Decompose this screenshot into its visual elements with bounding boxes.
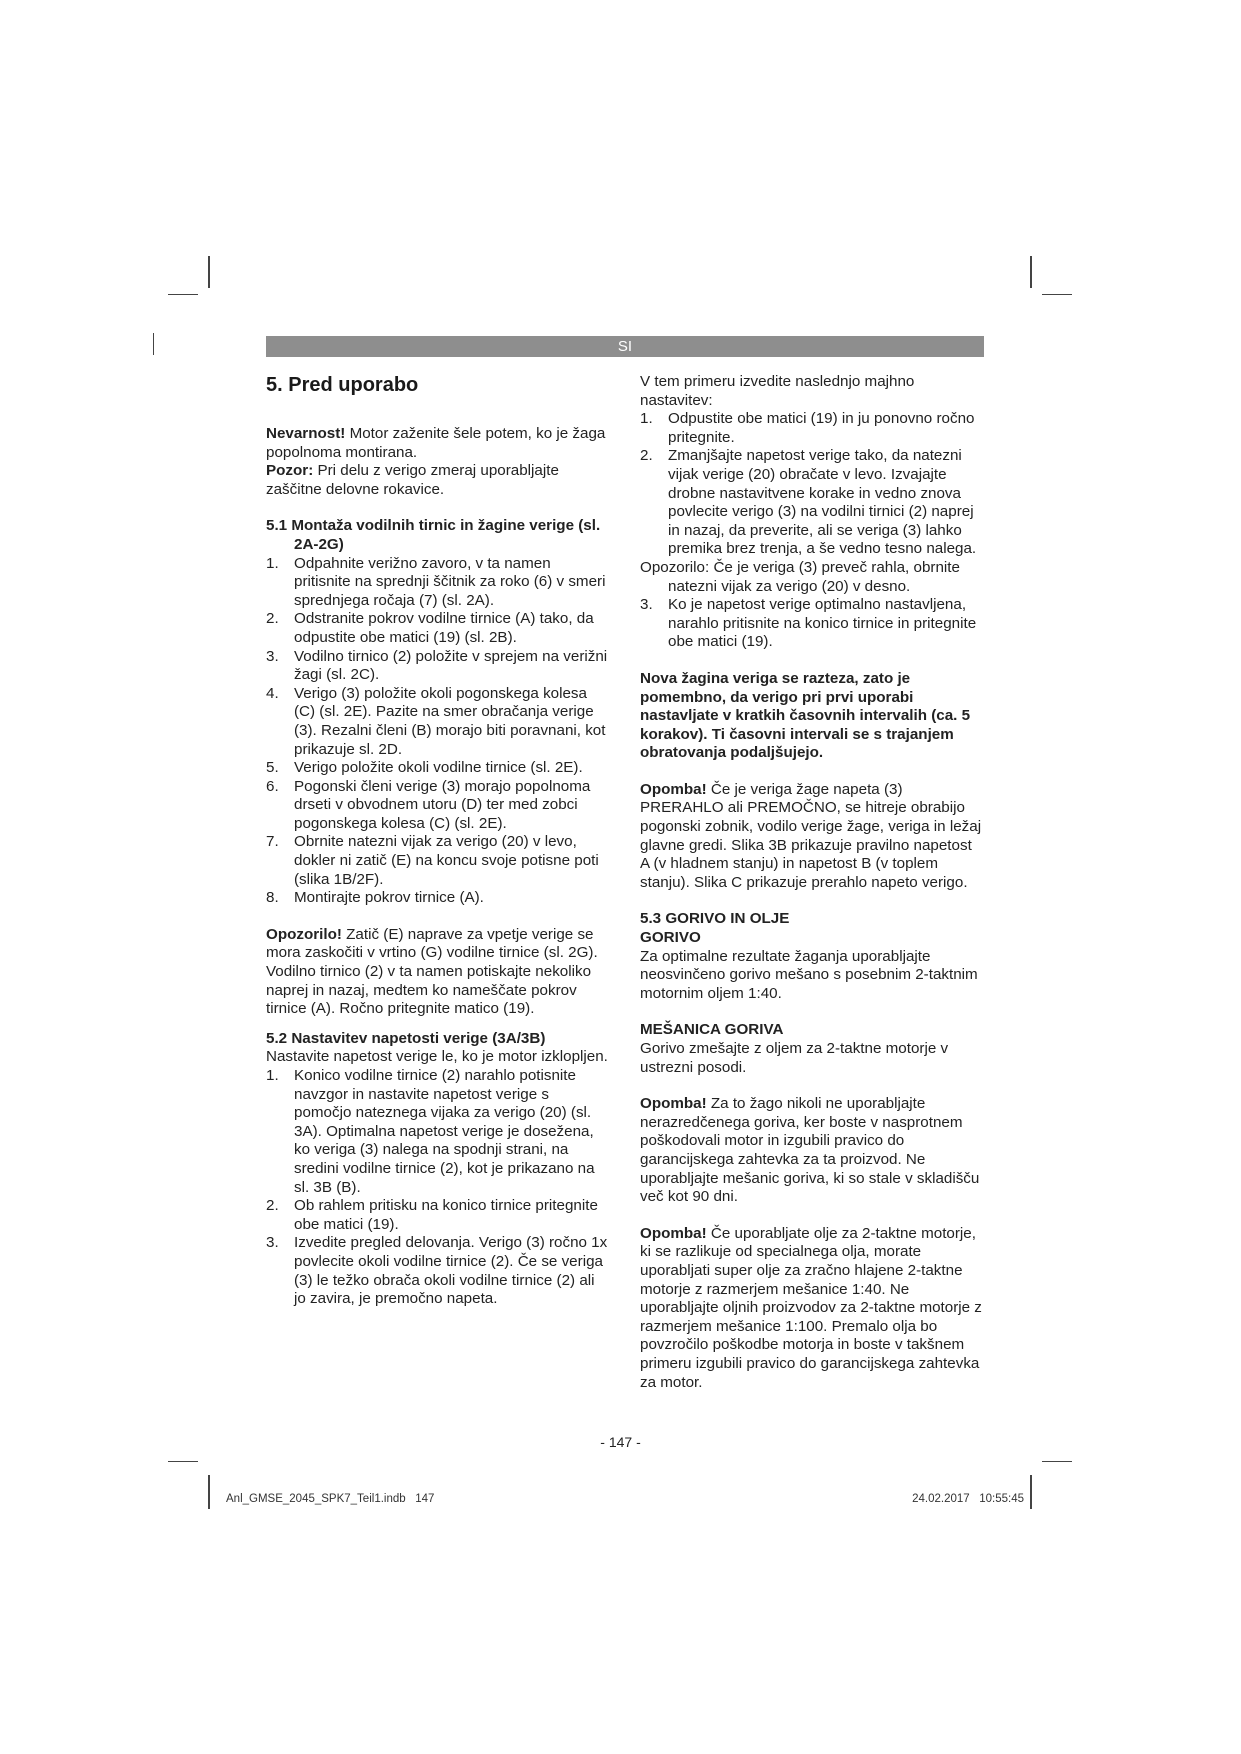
caution-paragraph [266,462,609,499]
caution-label: Pozor: [266,462,314,480]
spacer [640,892,984,910]
footer-datetime: 24.02.2017 10:55:45 [912,1493,1024,1505]
language-label: SI [617,338,633,355]
crop-mark [168,294,198,295]
left-column [266,373,609,1309]
spacer [266,499,609,517]
note-text: Zatič (E) naprave za vpetje verige se mora zaskočiti v vrtino (G) vodilne tirnice (sl. 2G). Vodilno tirnico (2) v ta namen potiskajte nekoliko naprej in nazaj, medtem ko nameščate pokrov tirnice (A). Ročno pritegnite matico (19). [266,925,598,1018]
opomba-label: Opomba! [640,1224,707,1242]
subsection-heading: GORIVO [640,929,701,947]
opomba-paragraph: Opomba! Če je veriga žage napeta (3) PRERAHLO ali PREMOČNO, se hitreje obrabijo pogonski zobnik, vodilo verige žage, veriga in ležaj glavne gredi. Slika 3B prikazuje pravilno napetost A (v hladnem stanju) in napetost B (v toplem stanju). Slika C prikazuje prerahlo napeto verigo. [640,780,982,891]
list-item: 5. Verigo položite okoli vodilne tirnice (sl. 2E). [266,759,583,777]
subsection-heading: MEŠANICA GORIVA [640,1021,784,1039]
section-title: 5. Pred uporabo [266,374,419,396]
crop-mark [1030,256,1032,288]
caution-text: Pri delu z verigo zmeraj uporabljajte zaščitne delovne rokavice. [266,462,559,498]
opomba-paragraph: Opomba! Za to žago nikoli ne uporabljajte nerazredčenega goriva, ker boste v nasprotnem poškodovali motor in izgubili pravico do garancijskega zahtevka za ta proizvod. Ne uporabljajte mešanic goriva, ki so stale v skladišču več kot 90 dni. [640,1095,980,1206]
footer-file: Anl_GMSE_2045_SPK7_Teil1.indb 147 [226,1493,435,1505]
list-item: 4. Verigo (3) položite okoli pogonskega kolesa (C) (sl. 2E). Pazite na smer obračanja verige (3). Rezalni členi (B) morajo biti poravnani, kot prikazuje sl. 2D. [266,684,606,758]
warning-text: Motor zaženite šele potem, ko je žaga popolnoma montirana. [266,425,606,461]
fuel-paragraph: Za optimalne rezultate žaganja uporabljajte neosvinčeno gorivo mešano s posebnim 2-taktnim motornim oljem 1:40. [640,947,978,1002]
spacer [266,908,609,926]
opomba-label: Opomba! [640,780,707,798]
spacer [266,1019,609,1030]
list-item: 1. Odpahnite verižno zavoro, v ta namen pritisnite na sprednji ščitnik za roko (6) v smeri sprednjega ročaja (7) (sl. 2A). [266,554,606,609]
mix-paragraph: Gorivo zmešajte z oljem za 2-taktne motorje v ustrezni posodi. [640,1040,949,1076]
list-item: 2. Odstranite pokrov vodilne tirnice (A) tako, da odpustite obe matici (19) (sl. 2B). [266,610,594,646]
spacer [640,652,984,670]
page-number: - 147 - [600,1434,641,1450]
warning-label: Nevarnost! [266,425,346,442]
bold-note: Nova žagina veriga se razteza, zato je pomembno, da verigo pri prvi uporabi nastavljate v kratkih časovnih intervalih (ca. 5 korakov). Ti časovni intervali se s trajanjem obratovanja podaljšujejo. [640,669,971,762]
crop-mark [168,1461,198,1462]
spacer [640,1207,984,1225]
subsection-heading: 5.3 GORIVO IN OLJE [640,910,790,928]
list-item: 3. Vodilno tirnico (2) položite v sprejem na verižni žagi (sl. 2C). [266,647,608,684]
list-item: 2. Ob rahlem pritisku na konico tirnice pritegnite obe matici (19). [266,1197,598,1233]
note-label: Opozorilo! [266,925,342,943]
list-item: 1. Odpustite obe matici (19) in ju ponovno ročno pritegnite. [640,410,975,446]
language-header-bar [266,336,984,357]
crop-mark [208,1475,210,1509]
list-item: 8. Montirajte pokrov tirnice (A). [266,889,484,907]
numbered-list [266,1067,609,1309]
numbered-list [640,410,984,559]
note-paragraph [266,926,609,1019]
crop-mark [1030,1475,1032,1509]
list-item: 3. Izvedite pregled delovanja. Verigo (3) ročno 1x povlecite okoli vodilne tirnice (2). Če se veriga (3) le težko obrača okoli vodilne tirnice (2) ali jo zavira, je premočno napeta. [266,1234,608,1308]
crop-mark [1042,294,1072,295]
intro-paragraph: Nastavite napetost verige le, ko je motor izklopljen. [266,1048,608,1066]
crop-mark [153,333,154,355]
right-column [640,373,984,1392]
spacer [640,763,984,781]
crop-mark [1042,1461,1072,1462]
numbered-list [266,555,609,908]
list-item: 1. Konico vodilne tirnice (2) narahlo potisnite navzgor in nastavite napetost verige s pomočjo nateznega vijaka za verigo (20) (sl. 3A). Optimalna napetost verige je dosežena, ko veriga (3) nalega na spodnji strani, na sredini vodilne tirnice (2), kot je prikazano na sl. 3B (B). [266,1067,595,1196]
list-item: 7. Obrnite natezni vijak za verigo (20) v levo, dokler ni zatič (E) na koncu svoje potisne poti (slika 1B/2F). [266,833,599,888]
warning-paragraph [266,425,609,462]
subsection-heading: 5.1 Montaža vodilnih tirnic in žagine verige (sl. 2A-2G) [266,517,601,553]
spacer [640,1077,984,1095]
spacer [640,1003,984,1021]
numbered-list [640,596,984,652]
opozorilo-paragraph: Opozorilo: Če je veriga (3) preveč rahla, obrnite natezni vijak za verigo (20) v desno. [640,558,960,595]
list-item: 6. Pogonski členi verige (3) morajo popolnoma drseti v obvodnem utoru (D) ter med zobci pogonskega kolesa (C) (sl. 2E). [266,777,591,832]
opomba-label: Opomba! [640,1095,707,1113]
list-item: 3. Ko je napetost verige optimalno nastavljena, narahlo pritisnite na konico tirnice in pritegnite obe matici (19). [640,596,977,651]
intro-paragraph: V tem primeru izvedite naslednjo majhno nastavitev: [640,373,915,409]
crop-mark [208,256,210,288]
subsection-heading: 5.2 Nastavitev napetosti verige (3A/3B) [266,1029,546,1047]
opomba-paragraph: Opomba! Če uporabljate olje za 2-taktne motorje, ki se razlikuje od specialnega olja, morate uporabljati super olje za zračno hlajene 2-taktne motorje z razmerjem mešanice 1:40. Ne uporabljajte oljnih proizvodov za 2-taktne motorje z razmerjem mešanice 1:100. Premalo olja bo povzročilo poškodbe motorja in boste v takšnem primeru izgubili pravico do garancijskega zahtevka za motor. [640,1224,982,1391]
list-item: 2. Zmanjšajte napetost verige tako, da natezni vijak verige (20) obračate v levo. Izvajajte drobne nastavitvene korake in vedno znova povlecite verigo (3) na vodilni tirnici (2) naprej in nazaj, da preverite, ali se veriga (3) lahko premika brez trenja, a še vedno tesno nalega. [640,447,977,558]
